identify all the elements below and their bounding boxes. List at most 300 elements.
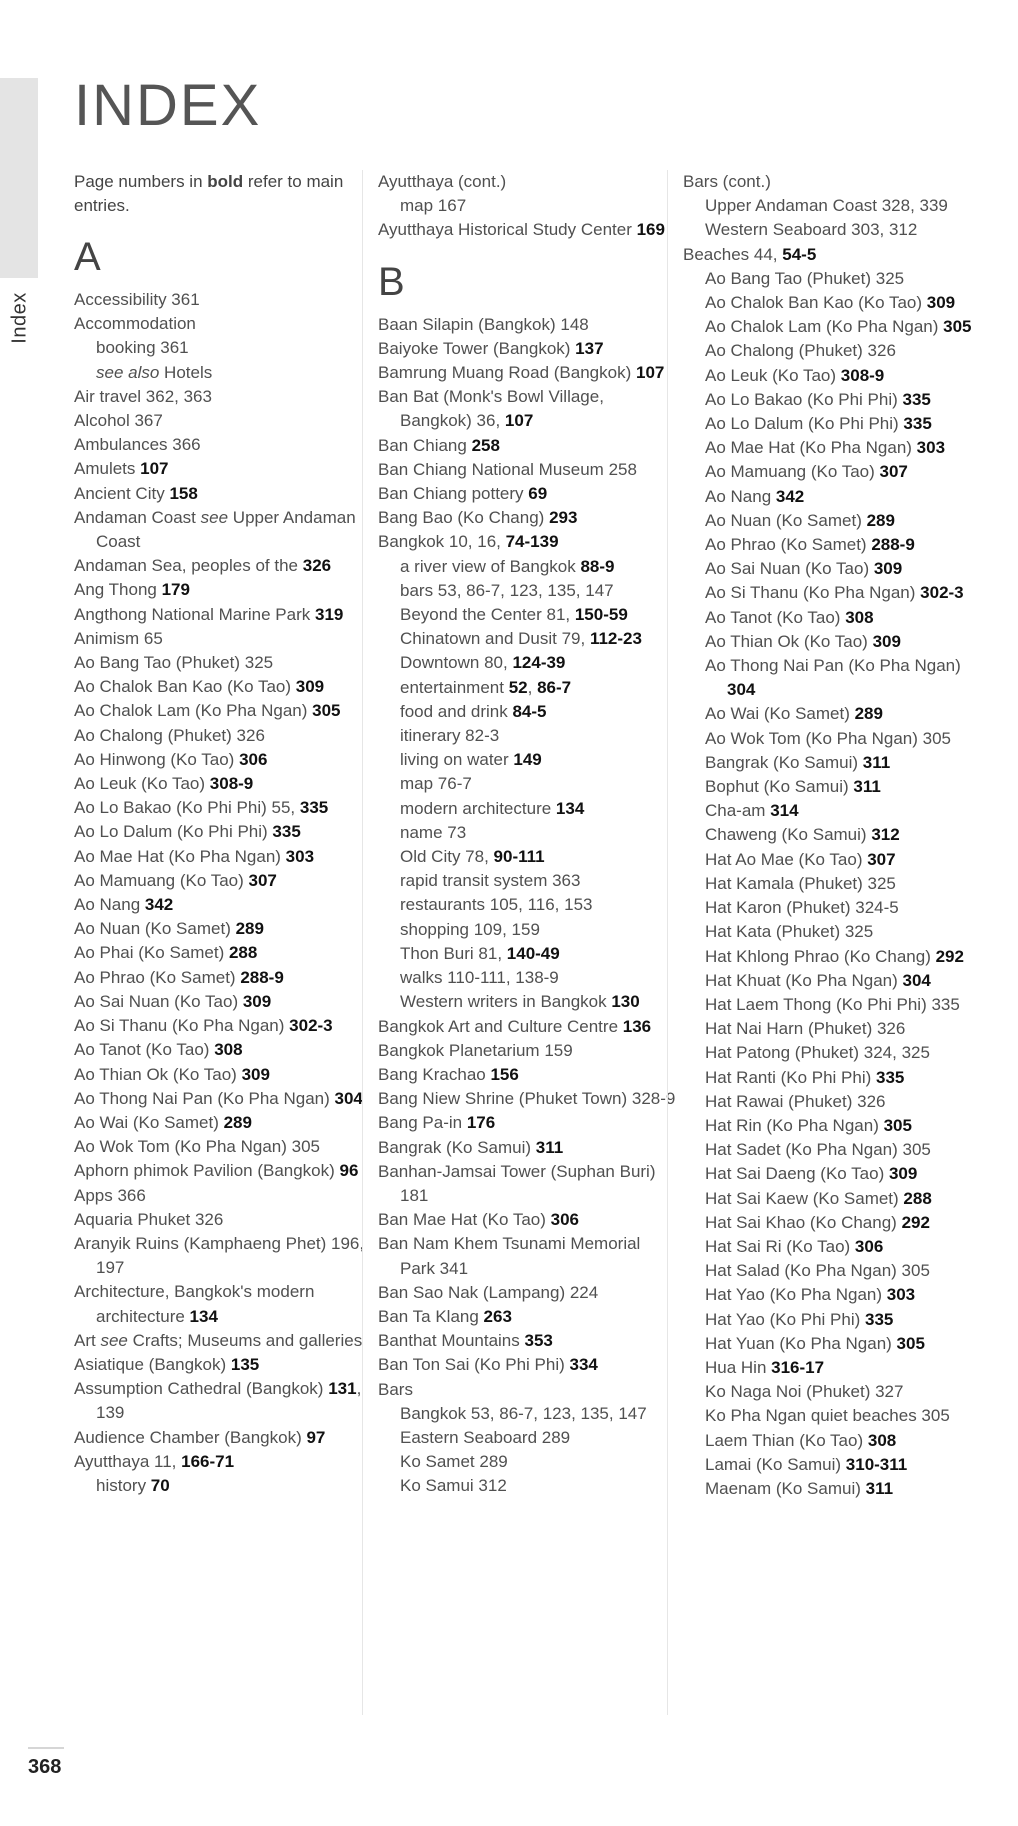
index-subentry (378, 821, 678, 845)
entry-text: Ao Phai (Ko Samet) (74, 943, 229, 963)
index-subentry (683, 218, 983, 242)
index-subentry (378, 1450, 678, 1474)
entry-text: Hat Khlong Phrao (Ko Chang) (705, 946, 936, 966)
index-subentry (683, 993, 983, 1017)
index-entry (74, 1038, 374, 1062)
index-subentry (378, 194, 678, 218)
entry-text: Ao Phrao (Ko Samet) (705, 535, 872, 555)
index-subentry (378, 1474, 678, 1498)
entry-text: Beyond the Center 81, (400, 605, 575, 625)
entry-text: Hat Sadet (Ko Pha Ngan) 305 (705, 1140, 931, 1160)
index-entry (378, 218, 678, 242)
entry-text: Ko Samui 312 (400, 1476, 507, 1496)
entry-text: Banthat Mountains (378, 1331, 525, 1351)
entry-text: Ban Chiang National Museum 258 (378, 459, 637, 479)
entry-text: Ayutthaya Historical Study Center (378, 220, 637, 240)
entry-text: Chaweng (Ko Samui) (705, 825, 872, 845)
entry-text: Ao Thong Nai Pan (Ko Pha Ngan) (74, 1088, 335, 1108)
main-page-ref: 176 (466, 1113, 496, 1133)
index-entry (378, 170, 678, 194)
entry-text: Cha-am (705, 801, 771, 821)
index-entry (378, 1353, 678, 1377)
main-page-ref: 70 (150, 1475, 170, 1495)
main-page-ref: 158 (169, 483, 198, 503)
index-subentry (683, 267, 983, 291)
index-entry (378, 1111, 678, 1135)
entry-text: Hat Laem Thong (Ko Phi Phi) 335 (705, 994, 960, 1014)
entry-text: Bangkok 10, 16, (378, 532, 506, 552)
main-page-ref: 309 (242, 991, 272, 1011)
entry-text: Ao Thian Ok (Ko Tao) (74, 1064, 242, 1084)
main-page-ref: 304 (334, 1088, 363, 1108)
entry-text: Andaman Coast (74, 507, 201, 527)
main-page-ref: 288-9 (871, 535, 915, 555)
page-number-rule (28, 1747, 64, 1749)
entry-text: Ayutthaya 11, (74, 1451, 182, 1471)
index-subentry (683, 1308, 983, 1332)
index-column-2 (378, 170, 678, 1499)
index-entry (378, 1136, 678, 1160)
entry-text: Ao Bang Tao (Phuket) 325 (705, 268, 905, 288)
index-subentry (378, 869, 678, 893)
index-entry (74, 1063, 374, 1087)
index-subentry (378, 555, 678, 579)
entry-text: name 73 (400, 822, 467, 842)
index-entry (378, 1063, 678, 1087)
index-subentry (683, 969, 983, 993)
index-subentry (378, 724, 678, 748)
main-page-ref: 84-5 (512, 701, 547, 721)
entry-text: entertainment (400, 677, 509, 697)
entry-text: Upper Andaman Coast (96, 507, 356, 552)
entry-text: map 76-7 (400, 774, 472, 794)
index-subentry (683, 1429, 983, 1453)
main-page-ref: 292 (901, 1212, 930, 1232)
index-entry (683, 170, 983, 194)
index-entry (378, 1305, 678, 1329)
index-subentry (378, 748, 678, 772)
index-entry (74, 457, 374, 481)
entry-text: Hat Yao (Ko Pha Ngan) (705, 1285, 887, 1305)
entry-text: modern architecture (400, 798, 556, 818)
index-subentry (683, 1259, 983, 1283)
entry-text: , 139 (96, 1379, 362, 1423)
index-entry (74, 627, 374, 651)
index-entry (378, 313, 678, 337)
entry-text: Chinatown and Dusit 79, (400, 629, 590, 649)
entry-text: Bang Bao (Ko Chang) (378, 508, 550, 528)
main-page-ref: 309 (872, 631, 901, 651)
index-subentry (378, 772, 678, 796)
entry-text: Andaman Sea, peoples of the (74, 556, 303, 576)
index-entry (74, 288, 374, 312)
index-subentry (683, 509, 983, 533)
index-subentry (683, 896, 983, 920)
index-subentry (683, 364, 983, 388)
entry-text: Hat Yao (Ko Phi Phi) (705, 1309, 866, 1329)
entry-text: Aphorn phimok Pavilion (Bangkok) (74, 1161, 340, 1181)
main-page-ref: 107 (140, 459, 169, 479)
entry-text: Hotels (159, 362, 213, 382)
entry-text: Ao Tanot (Ko Tao) (705, 607, 846, 627)
index-entry (74, 1450, 374, 1474)
main-page-ref: 303 (916, 438, 946, 458)
index-entry (378, 1329, 678, 1353)
main-page-ref: 335 (876, 1067, 905, 1087)
index-subentry (378, 1426, 678, 1450)
index-subentry (683, 872, 983, 896)
main-page-ref: 334 (569, 1355, 598, 1375)
entry-text: Ancient City (74, 483, 170, 503)
main-page-ref: 135 (230, 1354, 260, 1374)
main-page-ref: 303 (285, 846, 315, 866)
main-page-ref: 311 (862, 752, 891, 772)
index-subentry (378, 603, 678, 627)
index-subentry (683, 1211, 983, 1235)
entry-text: Eastern Seaboard 289 (400, 1427, 571, 1447)
entry-text: Bamrung Muang Road (Bangkok) (378, 363, 636, 383)
index-entry (378, 434, 678, 458)
entry-text: walks 110-111, 138-9 (400, 968, 559, 988)
main-page-ref: 308-9 (209, 774, 254, 794)
main-page-ref: 54-5 (782, 244, 817, 264)
entry-text: Ao Thong Nai Pan (Ko Pha Ngan) (705, 656, 961, 676)
entry-text: Ao Sai Nuan (Ko Tao) (705, 559, 874, 579)
index-entry (74, 603, 374, 627)
section-letter: A (74, 235, 101, 279)
entry-text: Apps 366 (74, 1185, 146, 1205)
entry-text: Ao Chalok Lam (Ko Pha Ngan) (74, 701, 313, 721)
index-column-3 (683, 170, 983, 1501)
entry-text: Ko Pha Ngan quiet beaches 305 (705, 1406, 950, 1426)
index-entry (378, 482, 678, 506)
index-entry (74, 1280, 374, 1328)
main-page-ref: 289 (235, 919, 264, 939)
index-entry (74, 1014, 374, 1038)
entry-text: Bangkok 53, 86-7, 123, 135, 147 (400, 1403, 647, 1423)
entry-text: Bangrak (Ko Samui) (378, 1137, 536, 1157)
main-page-ref: 258 (471, 435, 500, 455)
index-subentry (683, 194, 983, 218)
entry-text: Ao Chalong (Phuket) 326 (705, 341, 896, 361)
entry-text: Assumption Cathedral (Bangkok) (74, 1379, 329, 1399)
main-page-ref: 310-311 (845, 1454, 908, 1474)
entry-text: Hat Patong (Phuket) 324, 325 (705, 1043, 930, 1063)
index-subentry (378, 893, 678, 917)
entry-text: Ao Phrao (Ko Samet) (74, 967, 241, 987)
main-page-ref: 309 (926, 293, 956, 313)
entry-text: Bang Niew Shrine (Phuket Town) 328-9 (378, 1089, 676, 1109)
index-subentry (683, 727, 983, 751)
entry-text: Ao Mamuang (Ko Tao) (74, 870, 249, 890)
index-entry (378, 385, 678, 433)
entry-text: Ban Chiang pottery (378, 484, 529, 504)
index-entry (74, 699, 374, 723)
entry-text: Bang Pa-in (378, 1113, 467, 1133)
entry-text: Hat Salad (Ko Pha Ngan) 305 (705, 1261, 930, 1281)
index-subentry (683, 557, 983, 581)
main-page-ref: 309 (873, 559, 903, 579)
cross-ref: see (200, 507, 229, 527)
entry-text: Baiyoke Tower (Bangkok) (378, 338, 576, 358)
entry-text: Ao Lo Dalum (Ko Phi Phi) (705, 414, 904, 434)
index-entry (74, 1184, 374, 1208)
main-page-ref: 107 (504, 411, 534, 431)
index-subentry (683, 1453, 983, 1477)
main-page-ref: 289 (866, 510, 895, 530)
entry-text: Animism 65 (74, 628, 163, 648)
entry-text: Ao Mae Hat (Ko Pha Ngan) (74, 846, 286, 866)
index-subentry (683, 1477, 983, 1501)
main-page-ref: 134 (189, 1306, 218, 1326)
index-subentry (683, 1090, 983, 1114)
main-page-ref: 52 (508, 677, 528, 697)
index-entry (74, 966, 374, 990)
main-page-ref: 326 (302, 556, 332, 576)
entry-text: Ao Lo Dalum (Ko Phi Phi) (74, 822, 273, 842)
index-subentry (683, 702, 983, 726)
index-entry (74, 1135, 374, 1159)
entry-text: Ao Nang (74, 895, 145, 915)
index-subentry (683, 1187, 983, 1211)
entry-text: Hat Sai Ri (Ko Tao) (705, 1236, 855, 1256)
section-letter: B (378, 259, 405, 304)
index-subentry (683, 775, 983, 799)
main-page-ref: 335 (299, 798, 329, 818)
entry-text: Ao Wok Tom (Ko Pha Ngan) 305 (74, 1137, 321, 1157)
index-entry (74, 1208, 374, 1232)
entry-text: Ban Nam Khem Tsunami Memorial Park 341 (378, 1234, 641, 1278)
index-subentry (378, 966, 678, 990)
index-entry (74, 1426, 374, 1450)
main-page-ref: 90-111 (493, 847, 545, 867)
page-title: INDEX (74, 73, 262, 138)
main-page-ref: 96 (339, 1161, 359, 1181)
entry-text: Accommodation (74, 314, 196, 334)
entry-text: Bophut (Ko Samui) (705, 777, 854, 797)
main-page-ref: 307 (867, 849, 896, 869)
index-entry (74, 990, 374, 1014)
entry-text: Ang Thong (74, 580, 162, 600)
main-page-ref: 314 (770, 801, 799, 821)
main-page-ref: 302-3 (920, 583, 964, 603)
page-number: 368 (28, 1756, 62, 1778)
index-subentry (683, 630, 983, 654)
index-subentry (683, 945, 983, 969)
main-page-ref: 309 (241, 1064, 270, 1084)
entry-text: Ao Tanot (Ko Tao) (74, 1040, 215, 1060)
index-entry (378, 1015, 678, 1039)
index-entry (378, 1378, 678, 1402)
entry-text: history (96, 1475, 151, 1495)
entry-text: Ao Lo Bakao (Ko Phi Phi) (705, 389, 903, 409)
index-entry (74, 893, 374, 917)
entry-text: Amulets (74, 459, 141, 479)
index-entry (74, 675, 374, 699)
index-entry (74, 917, 374, 941)
index-subentry (378, 942, 678, 966)
entry-text: Ko Samet 289 (400, 1452, 508, 1472)
main-page-ref: 293 (549, 508, 578, 528)
entry-text: Ayutthaya (cont.) (378, 172, 507, 191)
entry-text: Hat Ranti (Ko Phi Phi) (705, 1067, 877, 1087)
index-entry (74, 1329, 374, 1353)
main-page-ref: 335 (272, 822, 301, 842)
main-page-ref: 112-23 (589, 629, 642, 649)
entry-text: Western Seaboard 303, 312 (705, 220, 918, 240)
main-page-ref: 131 (328, 1379, 357, 1399)
entry-text: Ao Leuk (Ko Tao) (74, 774, 210, 794)
entry-text: Ao Mamuang (Ko Tao) (705, 462, 880, 482)
column-divider (362, 170, 363, 1715)
main-page-ref: 169 (636, 220, 665, 240)
entry-text: Hat Ao Mae (Ko Tao) (705, 849, 868, 869)
index-subentry (683, 1332, 983, 1356)
entry-text: booking 361 (96, 338, 189, 358)
entry-text: Ao Wai (Ko Samet) (705, 704, 855, 724)
main-page-ref: 307 (248, 870, 277, 890)
section-tab (0, 78, 38, 278)
entry-text: Bangrak (Ko Samui) (705, 752, 863, 772)
main-page-ref: 308 (845, 607, 874, 627)
entry-text: Ao Hinwong (Ko Tao) (74, 749, 240, 769)
entry-text: Downtown 80, (400, 653, 513, 673)
index-entry (74, 772, 374, 796)
index-entry (378, 458, 678, 482)
entry-text: Lamai (Ko Samui) (705, 1454, 846, 1474)
main-page-ref: 88-9 (580, 556, 615, 576)
entry-text: Hat Sai Daeng (Ko Tao) (705, 1164, 889, 1184)
index-subentry (683, 920, 983, 944)
section-tab-label: Index (8, 292, 31, 344)
index-entry (74, 748, 374, 772)
entry-text: Bars (cont.) (683, 172, 771, 191)
entry-text: Ao Wai (Ko Samet) (74, 1112, 224, 1132)
main-page-ref: 289 (223, 1112, 252, 1132)
index-subentry (683, 799, 983, 823)
main-page-ref: 97 (306, 1427, 326, 1447)
intro-bold: bold (207, 172, 244, 191)
index-entry (378, 506, 678, 530)
entry-text: shopping 109, 159 (400, 919, 540, 939)
entry-text: Hat Kamala (Phuket) 325 (705, 873, 896, 893)
main-page-ref: 140-49 (506, 943, 560, 963)
index-entry (74, 1232, 374, 1280)
index-subentry (683, 1041, 983, 1065)
entry-text: Ao Nang (705, 486, 776, 506)
index-subentry (683, 412, 983, 436)
index-subentry (683, 315, 983, 339)
main-page-ref: 308 (867, 1430, 897, 1450)
entry-text: itinerary 82-3 (400, 726, 500, 746)
index-entry (74, 941, 374, 965)
entry-text: Ban Sao Nak (Lampang) 224 (378, 1282, 599, 1302)
entry-text: Ao Si Thanu (Ko Pha Ngan) (74, 1016, 290, 1036)
index-subentry (683, 1114, 983, 1138)
index-subentry (683, 339, 983, 363)
main-page-ref: 305 (943, 317, 972, 337)
main-page-ref: 86-7 (537, 677, 572, 697)
index-subentry (378, 990, 678, 1014)
index-subentry (74, 1474, 374, 1498)
index-entry (74, 1353, 374, 1377)
index-subentry (683, 388, 983, 412)
index-subentry (683, 1356, 983, 1380)
main-page-ref: 312 (871, 825, 900, 845)
index-subentry (683, 1066, 983, 1090)
main-page-ref: 306 (239, 749, 268, 769)
index-entry (378, 337, 678, 361)
main-page-ref: 308 (214, 1040, 243, 1060)
index-entry (74, 1087, 374, 1111)
entry-text: Hat Karon (Phuket) 324-5 (705, 898, 899, 918)
entry-text: Hat Sai Khao (Ko Chang) (705, 1212, 902, 1232)
main-page-ref: 306 (550, 1210, 579, 1230)
main-page-ref: 306 (854, 1236, 884, 1256)
main-page-ref: 136 (622, 1016, 652, 1036)
main-page-ref: 288-9 (240, 967, 284, 987)
main-page-ref: 150-59 (574, 605, 628, 625)
index-subentry (683, 1017, 983, 1041)
cross-ref: see (100, 1330, 128, 1350)
intro-text: refer to main entries. (74, 172, 344, 215)
index-entry (74, 554, 374, 578)
entry-text: Ambulances 366 (74, 435, 201, 455)
entry-text: bars 53, 86-7, 123, 135, 147 (400, 580, 614, 600)
index-entry (74, 820, 374, 844)
entry-text: Air travel 362, 363 (74, 386, 212, 406)
index-subentry (74, 336, 374, 360)
entry-text: Beaches 44, (683, 244, 783, 264)
entry-text: Hat Khuat (Ko Pha Ngan) (705, 970, 903, 990)
entry-text: Baan Silapin (Bangkok) 148 (378, 314, 589, 334)
entry-text: Bars (378, 1379, 413, 1399)
index-subentry (683, 1380, 983, 1404)
index-subentry (683, 1235, 983, 1259)
main-page-ref: 288 (903, 1188, 932, 1208)
entry-text: a river view of Bangkok (400, 556, 581, 576)
entry-text: Accessibility 361 (74, 290, 200, 309)
entry-text: Laem Thian (Ko Tao) (705, 1430, 868, 1450)
entry-text: Ao Nuan (Ko Samet) (74, 919, 236, 939)
main-page-ref: 130 (611, 992, 640, 1012)
main-page-ref: 137 (575, 338, 604, 358)
index-entry (74, 482, 374, 506)
index-subentry (683, 848, 983, 872)
main-page-ref: 305 (883, 1115, 912, 1135)
main-page-ref: 311 (853, 777, 881, 797)
entry-text: Hua Hin (705, 1357, 772, 1377)
index-entry (378, 1160, 678, 1208)
index-subentry (378, 627, 678, 651)
index-entry (74, 506, 374, 554)
entry-text: Architecture, Bangkok's modern architecture (74, 1282, 315, 1326)
index-entry (74, 1111, 374, 1135)
entry-text: Hat Yuan (Ko Pha Ngan) (705, 1333, 897, 1353)
index-subentry (378, 1402, 678, 1426)
index-entry (378, 1087, 678, 1111)
main-page-ref: 342 (144, 895, 174, 915)
entry-text: Ao Bang Tao (Phuket) 325 (74, 653, 274, 673)
index-subentry (683, 436, 983, 460)
entry-text: Ao Mae Hat (Ko Pha Ngan) (705, 438, 917, 458)
index-entry (74, 1377, 374, 1425)
index-subentry (683, 1138, 983, 1162)
entry-text: Ao Chalok Lam (Ko Pha Ngan) (705, 317, 944, 337)
index-subentry (683, 1404, 983, 1428)
index-entry (378, 1281, 678, 1305)
main-page-ref: 134 (555, 798, 585, 818)
